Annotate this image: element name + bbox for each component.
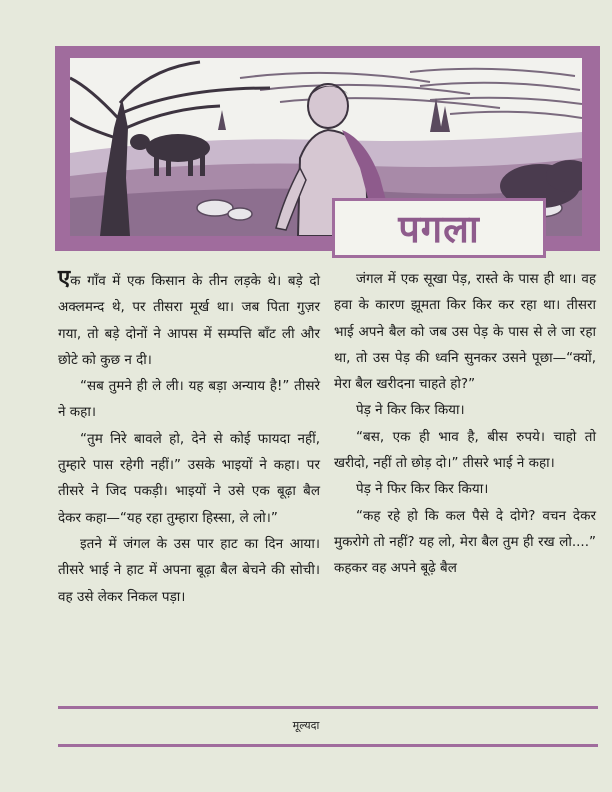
paragraph: “सब तुमने ही ले ली। यह बड़ा अन्याय है!” तीसरे ने कहा। xyxy=(58,378,320,421)
story-title: पगला xyxy=(398,207,480,251)
paragraph: इतने में जंगल के उस पार हाट का दिन आया। तीसरे भाई ने हाट में अपना बूढ़ा बैल बेचने की सोची। वह उसे लेकर निकल पड़ा। xyxy=(58,535,320,605)
drop-cap: ए xyxy=(58,266,71,291)
paragraph: “कह रहे हो कि कल पैसे दे दोगे? वचन देकर मुकरोगे तो नहीं? यह लो, मेरा बैल तुम ही रख लो....” कहकर वह अपने बूढ़े बैल xyxy=(334,507,596,577)
story-title-box xyxy=(332,198,546,258)
footer-rule-bottom xyxy=(58,744,598,747)
left-column xyxy=(58,266,320,610)
paragraph xyxy=(58,266,320,373)
paragraph: “तुम निरे बावले हो, देने से कोई फायदा नहीं, तुम्हारे पास रहेगी नहीं।” उसके भाइयों ने कहा। पर तीसरे ने जिद पकड़ी। भाइयों ने उसे एक बूढ़ा बैल देकर कहा—“यह रहा तुम्हारा हिस्सा, ले लो।” xyxy=(58,430,320,526)
paragraph: जंगल में एक सूखा पेड़, रास्ते के पास ही था। वह हवा के कारण झूमता किर किर कर रहा था। तीसरा भाई अपने बैल को जब उस पेड़ के पास से ले जा रहा था, तो उस पेड़ की ध्वनि सुनकर उसने पूछा—“क्यों, मेरा बैल खरीदना चाहते हो?” xyxy=(334,271,596,393)
paragraph: पेड़ ने किर किर किया। xyxy=(356,402,465,419)
paragraph-text: क गाँव में एक किसान के तीन लड़के थे। बड़े दो अक्लमन्द थे, पर तीसरा मूर्ख था। जब पिता गुज़र गया, तो बड़े दोनों ने आपस में सम्पत्ति बाँट ली और छोटे को कुछ न दी। xyxy=(58,273,320,368)
footer-rule-top xyxy=(58,706,598,709)
footer-label: मूल्यदा xyxy=(292,719,320,732)
right-column xyxy=(334,266,596,582)
paragraph: पेड़ ने फिर किर किर किया। xyxy=(356,481,489,498)
paragraph: “बस, एक ही भाव है, बीस रुपये। चाहो तो खरीदो, नहीं तो छोड़ दो।” तीसरे भाई ने कहा। xyxy=(334,428,596,472)
